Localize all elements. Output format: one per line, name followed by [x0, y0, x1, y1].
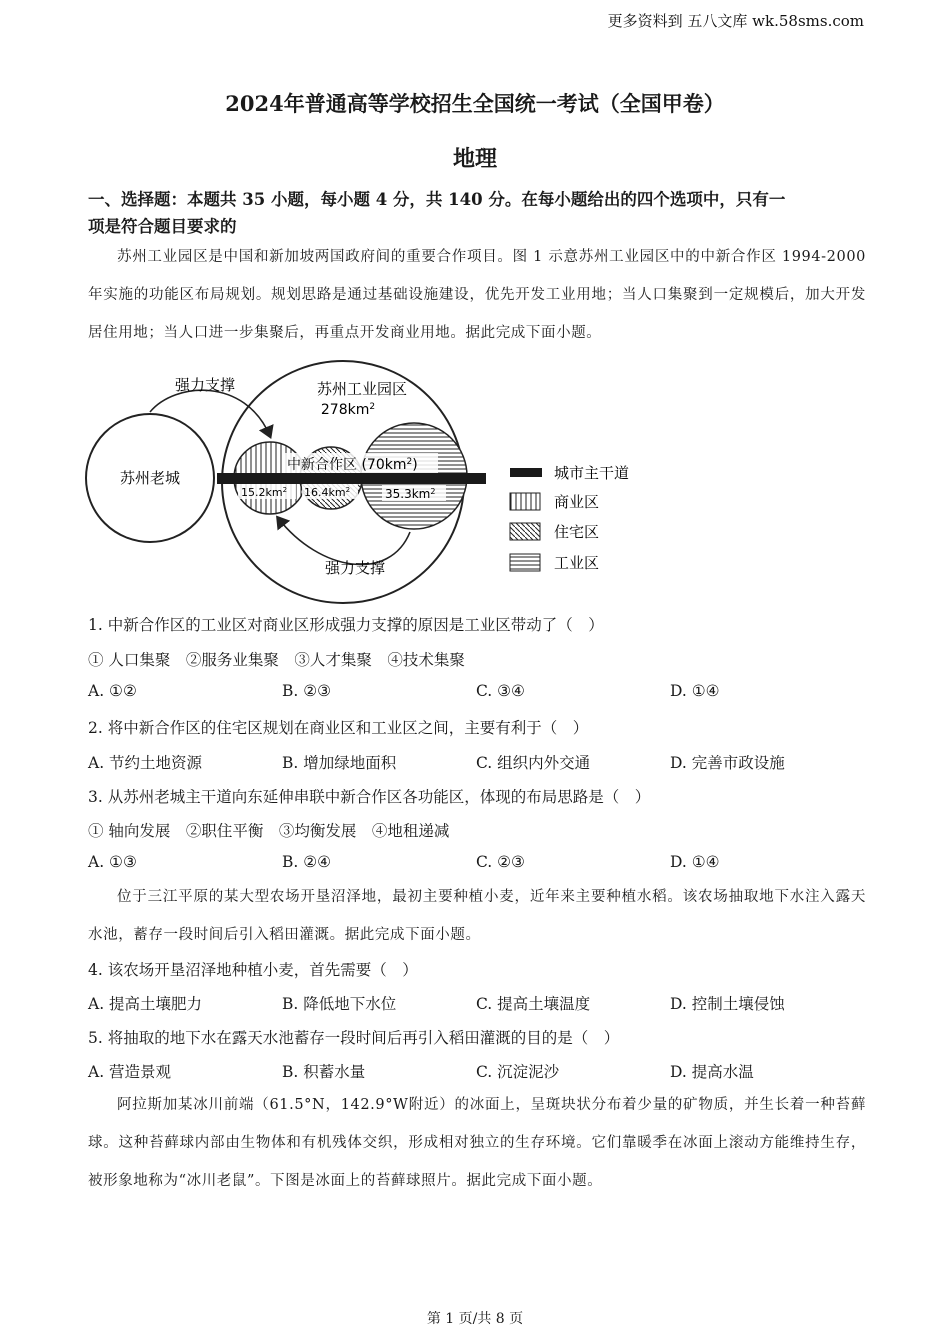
q5-option-a[interactable]: A. 营造景观	[88, 1063, 172, 1081]
passage-alaska: 阿拉斯加某冰川前端（61.5°N，142.9°W附近）的冰面上，呈斑块状分布着少量的矿物质，并生长着一种苔藓球。这种苔藓球内部由生物体和有机残体交织，形成相对独立的生存环境。它们靠暖季在冰面上滚动方能维持生存，被形象地称为“冰川老鼠”。下图是冰面上的苔藓球照片。据此完成下面小题。	[88, 1097, 866, 1189]
source-watermark: 更多资料到 五八文库 wk.58sms.com	[607, 12, 864, 30]
legend-industrial-swatch	[510, 554, 540, 571]
q2-option-d[interactable]: D. 完善市政设施	[670, 754, 785, 772]
legend-road-label: 城市主干道	[554, 464, 630, 482]
q3-option-b[interactable]: B. ②④	[282, 853, 332, 871]
q3-stem: 3. 从苏州老城主干道向东延伸串联中新合作区各功能区，体现的布局思路是（ ）	[88, 788, 651, 806]
q3-option-d[interactable]: D. ①④	[670, 853, 720, 871]
q1-option-a[interactable]: A. ①②	[88, 682, 137, 700]
legend-road-swatch	[510, 468, 542, 477]
park-area-label: $278km^2$	[320, 402, 376, 418]
q1-option-b[interactable]: B. ②③	[282, 682, 332, 700]
q1-stem: 1. 中新合作区的工业区对商业区形成强力支撑的原因是工业区带动了（ ）	[88, 616, 604, 634]
q3-sub-options: ① 轴向发展 ②职住平衡 ③均衡发展 ④地租递减	[88, 822, 450, 840]
legend-residential-label: 住宅区	[554, 523, 600, 541]
q3-option-a[interactable]: A. ①③	[88, 853, 137, 871]
q4-option-c[interactable]: C. 提高土壤温度	[476, 995, 591, 1013]
legend-industrial-label: 工业区	[554, 554, 600, 572]
q5-stem: 5. 将抽取的地下水在露天水池蓄存一段时间后再引入稻田灌溉的目的是（ ）	[88, 1029, 620, 1047]
cooperation-zone-label: 中新合作区 $(70km^2)$	[287, 457, 418, 473]
q5-option-c[interactable]: C. 沉淀泥沙	[476, 1063, 560, 1081]
q1-option-d[interactable]: D. ①④	[670, 682, 720, 700]
section-heading	[88, 186, 868, 240]
industrial-area-label: $35.3km^2$	[385, 486, 436, 501]
legend-residential-swatch	[510, 523, 540, 540]
q4-option-d[interactable]: D. 控制土壤侵蚀	[670, 995, 785, 1013]
exam-title: 2024年普通高等学校招生全国统一考试（全国甲卷）	[225, 91, 725, 116]
q3-option-c[interactable]: C. ②③	[476, 853, 525, 871]
q4-option-b[interactable]: B. 降低地下水位	[282, 995, 397, 1013]
residential-area-label: $16.4km^2$	[304, 486, 351, 499]
support-top-label: 强力支撑	[175, 376, 236, 394]
legend	[510, 464, 629, 572]
support-bottom-label: 强力支撑	[325, 559, 386, 577]
q2-stem: 2. 将中新合作区的住宅区规划在商业区和工业区之间，主要有利于（ ）	[88, 719, 589, 737]
page-footer: 第 1 页/共 8 页	[426, 1311, 524, 1327]
q5-option-b[interactable]: B. 积蓄水量	[282, 1063, 366, 1081]
subject-title: 地理	[452, 146, 497, 172]
section-heading-line1: 一、选择题：本题共 35 小题，每小题 4 分，共 140 分。在每小题给出的四个选项中，只有一	[88, 190, 786, 209]
figure-suzhou-layout	[80, 352, 660, 607]
commercial-area-label: $15.2km^2$	[241, 486, 288, 499]
old-city-label: 苏州老城	[119, 469, 181, 487]
q1-option-c[interactable]: C. ③④	[476, 682, 525, 700]
legend-commercial-swatch	[510, 493, 540, 510]
passage-sanjiang: 位于三江平原的某大型农场开垦沼泽地，最初主要种植小麦，近年来主要种植水稻。该农场抽取地下水注入露天水池，蓄存一段时间后引入稻田灌溉。据此完成下面小题。	[88, 889, 866, 943]
legend-commercial-label: 商业区	[554, 493, 600, 511]
passage-suzhou: 苏州工业园区是中国和新加坡两国政府间的重要合作项目。图 1 示意苏州工业园区中的中新合作区 1994-2000 年实施的功能区布局规划。规划思路是通过基础设施建设，优先开发工业用地；当人口集聚到一定规模后，加大开发居住用地；当人口进一步集聚后，再重点开发商业用地。据此完成下面小题。	[88, 249, 866, 341]
q2-option-b[interactable]: B. 增加绿地面积	[282, 754, 397, 772]
q4-option-a[interactable]: A. 提高土壤肥力	[88, 995, 203, 1013]
section-heading-line2: 项是符合题目要求的	[88, 217, 237, 236]
q5-option-d[interactable]: D. 提高水温	[670, 1063, 754, 1081]
q2-option-a[interactable]: A. 节约土地资源	[88, 754, 203, 772]
q2-option-c[interactable]: C. 组织内外交通	[476, 754, 591, 772]
park-name-label: 苏州工业园区	[316, 380, 408, 398]
q4-stem: 4. 该农场开垦沼泽地种植小麦，首先需要（ ）	[88, 961, 418, 979]
main-road	[217, 473, 486, 484]
q1-sub-options: ① 人口集聚 ②服务业集聚 ③人才集聚 ④技术集聚	[88, 651, 465, 669]
